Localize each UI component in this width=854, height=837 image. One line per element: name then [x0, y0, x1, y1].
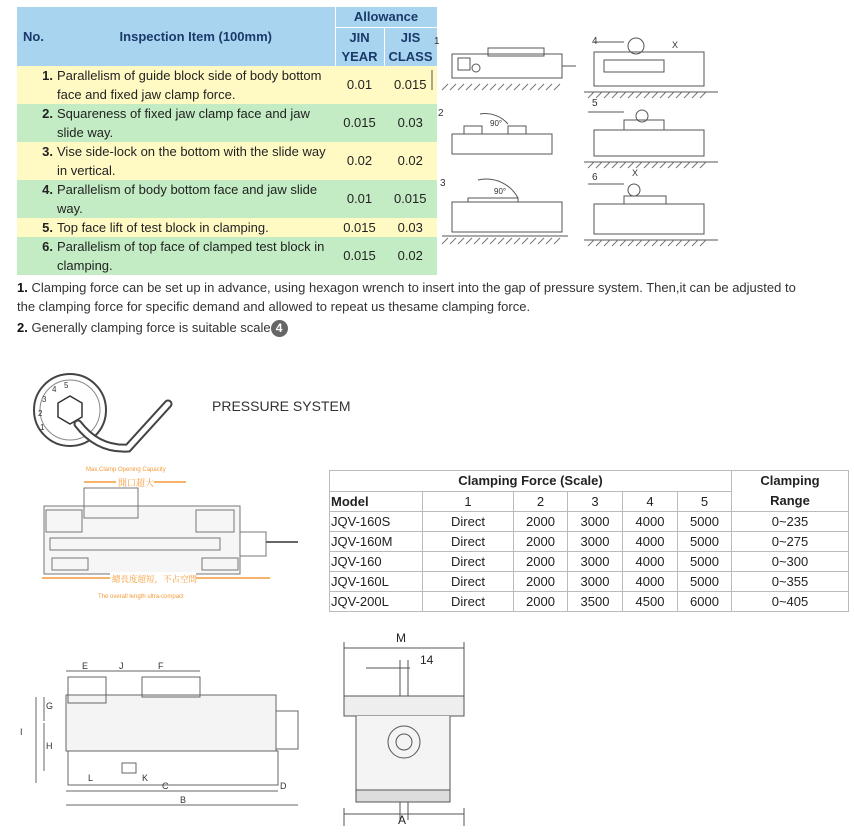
jin-line1: JIN — [349, 29, 370, 45]
inspection-row — [17, 237, 437, 275]
row-jis: 0.03 — [397, 115, 423, 130]
dim-label: J — [119, 661, 124, 671]
force-cell: 4000 — [623, 512, 678, 532]
force-cell: 5000 — [678, 512, 732, 532]
row-item: Parallelism of top face of clamped test block in clamping. — [57, 238, 325, 273]
diagram-label: 6 — [592, 172, 598, 183]
row-item: Parallelism of guide block side of body bottom face and fixed jaw clamp force. — [57, 67, 322, 102]
col-jin-header — [335, 27, 384, 66]
force-cell: 3000 — [568, 532, 623, 552]
scale-badge: 4 — [271, 320, 288, 337]
clamping-force-header: Clamping Force (Scale) — [330, 471, 732, 492]
dim-label: K — [142, 773, 149, 783]
range-cell: 0~355 — [732, 572, 849, 592]
dim-label: D — [280, 781, 287, 791]
note-text: Generally clamping force is suitable scale — [31, 320, 271, 335]
clamping-range-header — [732, 471, 849, 512]
opening-capacity-en: Max.Clamp Opening Capacity — [86, 467, 166, 473]
dim-label: 14 — [420, 653, 434, 667]
jis-line1: JIS — [400, 29, 421, 45]
note-1 — [17, 278, 796, 297]
jis-line2: CLASS — [388, 48, 433, 64]
inspection-row — [17, 142, 437, 180]
diagram-label: 3 — [440, 178, 446, 189]
diagram-label: 4 — [592, 36, 598, 47]
x-label: X — [632, 168, 639, 178]
range-cell: 0~235 — [732, 512, 849, 532]
note-text: Clamping force can be set up in advance, using hexagon wrench to insert into the gap of pressure system. Then,it can be adjusted to — [31, 280, 796, 295]
force-cell: 4000 — [623, 532, 678, 552]
range-header-line1: Clamping — [760, 473, 820, 488]
row-no: 3. — [42, 143, 53, 159]
inspection-row — [17, 180, 437, 218]
force-cell: Direct — [423, 532, 514, 552]
row-jin: 0.015 — [343, 115, 376, 130]
scale-header: 5 — [678, 491, 732, 512]
vise-side-view — [36, 462, 306, 604]
opening-capacity-cn: 開口超大 — [118, 478, 155, 488]
scale-header: 1 — [423, 491, 514, 512]
jin-line2: YEAR — [341, 48, 378, 64]
row-jin: 0.015 — [343, 248, 376, 263]
model-cell: JQV-160M — [330, 532, 423, 552]
scale-header: 3 — [568, 491, 623, 512]
force-cell: Direct — [423, 512, 514, 532]
force-cell: 2000 — [514, 512, 568, 532]
row-no: 4. — [42, 181, 53, 197]
force-cell: 5000 — [678, 552, 732, 572]
row-item: Vise side-lock on the bottom with the slide way in vertical. — [57, 143, 326, 178]
inspection-diagrams — [428, 30, 724, 250]
note-number: 2. — [17, 320, 28, 335]
dim-label: B — [180, 795, 187, 805]
row-no: 6. — [42, 238, 53, 254]
table-row — [330, 532, 849, 552]
force-cell: 3000 — [568, 512, 623, 532]
range-cell: 0~300 — [732, 552, 849, 572]
note-number: 1. — [17, 280, 28, 295]
model-cell: JQV-200L — [330, 592, 423, 612]
force-cell: Direct — [423, 552, 514, 572]
inspection-table — [17, 7, 437, 275]
row-item: Top face lift of test block in clamping. — [57, 219, 269, 235]
row-jin: 0.01 — [346, 77, 373, 92]
col-allowance-header: Allowance — [335, 7, 437, 27]
col-no-header: No. — [17, 7, 57, 66]
overall-length-en: The overall length ultra-compact — [98, 594, 184, 600]
overall-length-cn: 總長度超短，不占空間 — [112, 574, 198, 584]
force-cell: Direct — [423, 592, 514, 612]
row-jis: 0.015 — [393, 191, 427, 206]
force-cell: Direct — [423, 572, 514, 592]
dimension-side-drawing — [14, 655, 314, 815]
dim-label: G — [46, 701, 54, 711]
row-jis: 0.015 — [393, 77, 427, 92]
dim-label: I — [20, 727, 23, 737]
force-cell: 4000 — [623, 552, 678, 572]
dial-mark: 3 — [42, 395, 47, 404]
diagram-label: 5 — [592, 98, 598, 109]
dim-label: M — [396, 631, 406, 645]
model-header: Model — [330, 491, 423, 512]
dimension-front-drawing — [338, 630, 470, 830]
force-cell: 3000 — [568, 552, 623, 572]
range-cell: 0~405 — [732, 592, 849, 612]
row-jin: 0.01 — [346, 191, 373, 206]
pressure-system-label: PRESSURE SYSTEM — [212, 398, 351, 414]
dial-mark: 5 — [64, 381, 69, 390]
force-cell: 2000 — [514, 592, 568, 612]
angle-label: 90° — [494, 187, 507, 196]
row-jis: 0.02 — [397, 153, 423, 168]
dim-label: C — [162, 781, 169, 791]
angle-label: 90° — [490, 119, 503, 128]
range-header-line2: Range — [770, 493, 810, 508]
table-row — [330, 572, 849, 592]
force-cell: 5000 — [678, 572, 732, 592]
force-cell: 2000 — [514, 532, 568, 552]
table-row — [330, 552, 849, 572]
dial-mark: 1 — [40, 423, 45, 432]
inspection-row — [17, 218, 437, 237]
row-item: Parallelism of body bottom face and jaw slide way. — [57, 181, 318, 216]
row-item: Squareness of fixed jaw clamp face and jaw slide way. — [57, 105, 310, 140]
table-row — [330, 592, 849, 612]
dial-mark: 2 — [38, 409, 43, 418]
note-1-cont: the clamping force for specific demand and allowed to repeat us thesame clamping force. — [17, 299, 531, 314]
dim-label: A — [398, 813, 407, 827]
scale-header: 2 — [514, 491, 568, 512]
clamping-force-table — [329, 470, 849, 612]
dial-mark: 4 — [52, 385, 57, 394]
force-cell: 3000 — [568, 572, 623, 592]
row-jin: 0.015 — [343, 219, 376, 235]
row-no: 1. — [42, 67, 53, 83]
model-cell: JQV-160S — [330, 512, 423, 532]
row-no: 2. — [42, 105, 53, 121]
table-row — [330, 512, 849, 532]
force-cell: 4500 — [623, 592, 678, 612]
dim-label: L — [88, 773, 94, 783]
row-jin: 0.02 — [346, 153, 373, 168]
inspection-row — [17, 66, 437, 104]
diagram-label: 2 — [438, 108, 444, 119]
force-cell: 2000 — [514, 552, 568, 572]
inspection-row — [17, 104, 437, 142]
col-item-header: Inspection Item (100mm) — [57, 7, 335, 66]
dim-label: E — [82, 661, 89, 671]
dim-label: H — [46, 741, 53, 751]
row-no: 5. — [42, 219, 53, 235]
pressure-system-illustration — [18, 360, 198, 460]
force-cell: 4000 — [623, 572, 678, 592]
force-cell: 3500 — [568, 592, 623, 612]
scale-header: 4 — [623, 491, 678, 512]
force-cell: 5000 — [678, 532, 732, 552]
force-cell: 6000 — [678, 592, 732, 612]
range-cell: 0~275 — [732, 532, 849, 552]
row-jis: 0.02 — [397, 248, 423, 263]
model-cell: JQV-160 — [330, 552, 423, 572]
dim-label: F — [158, 661, 164, 671]
model-cell: JQV-160L — [330, 572, 423, 592]
x-label: X — [672, 40, 679, 50]
force-cell: 2000 — [514, 572, 568, 592]
row-jis: 0.03 — [397, 219, 423, 235]
note-2 — [17, 318, 288, 337]
diagram-label: 1 — [434, 36, 440, 47]
